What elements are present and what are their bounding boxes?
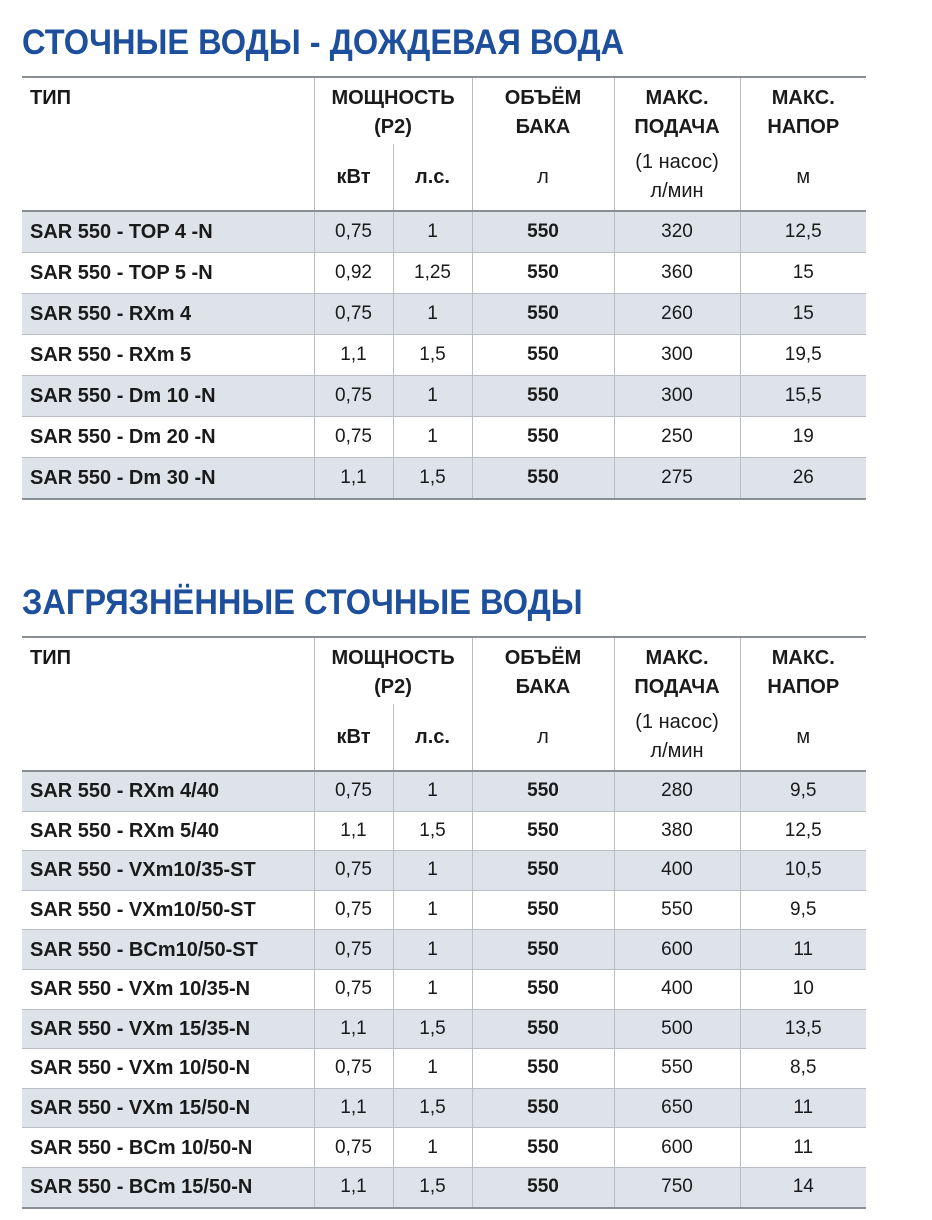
- max-head-cell: 14: [740, 1167, 866, 1207]
- tank-volume-cell: 550: [472, 1009, 614, 1049]
- pump-type-cell: SAR 550 - BCm 10/50-N: [22, 1128, 314, 1168]
- max-flow-cell: 280: [614, 771, 740, 811]
- power-hp-cell: 1,5: [393, 335, 472, 376]
- table-row: [22, 930, 866, 970]
- tank-volume-cell: 550: [472, 1128, 614, 1168]
- power-hp-cell: 1: [393, 1049, 472, 1089]
- max-flow-cell: 400: [614, 969, 740, 1009]
- max-head-cell: 11: [740, 930, 866, 970]
- tank-volume-cell: 550: [472, 1049, 614, 1089]
- header-volume: ОБЪЁМ БАКА: [472, 77, 614, 144]
- header-flow-unit: (1 насос) л/мин: [614, 144, 740, 211]
- header-power: МОЩНОСТЬ (P2): [314, 77, 472, 144]
- table-row: [22, 458, 866, 500]
- max-head-cell: 8,5: [740, 1049, 866, 1089]
- power-hp-cell: 1,25: [393, 253, 472, 294]
- max-head-cell: 12,5: [740, 811, 866, 851]
- power-kw-cell: 1,1: [314, 458, 393, 500]
- pump-type-cell: SAR 550 - VXm 15/50-N: [22, 1088, 314, 1128]
- max-flow-cell: 500: [614, 1009, 740, 1049]
- tank-volume-cell: 550: [472, 890, 614, 930]
- max-flow-cell: 250: [614, 417, 740, 458]
- header-type: ТИП: [22, 77, 314, 211]
- max-flow-cell: 380: [614, 811, 740, 851]
- max-flow-cell: 360: [614, 253, 740, 294]
- tank-volume-cell: 550: [472, 771, 614, 811]
- max-flow-cell: 260: [614, 294, 740, 335]
- power-kw-cell: 0,75: [314, 211, 393, 253]
- pump-type-cell: SAR 550 - RXm 4/40: [22, 771, 314, 811]
- pump-type-cell: SAR 550 - RXm 4: [22, 294, 314, 335]
- max-flow-cell: 275: [614, 458, 740, 500]
- header-kw: кВт: [314, 704, 393, 771]
- power-kw-cell: 1,1: [314, 1009, 393, 1049]
- tank-volume-cell: 550: [472, 211, 614, 253]
- pump-type-cell: SAR 550 - TOP 4 -N: [22, 211, 314, 253]
- power-hp-cell: 1: [393, 376, 472, 417]
- pump-table: [22, 76, 866, 500]
- pump-type-cell: SAR 550 - Dm 20 -N: [22, 417, 314, 458]
- power-hp-cell: 1: [393, 1128, 472, 1168]
- power-hp-cell: 1,5: [393, 811, 472, 851]
- power-hp-cell: 1: [393, 294, 472, 335]
- max-head-cell: 13,5: [740, 1009, 866, 1049]
- header-flow: МАКС. ПОДАЧА: [614, 77, 740, 144]
- pump-type-cell: SAR 550 - Dm 10 -N: [22, 376, 314, 417]
- power-kw-cell: 0,75: [314, 890, 393, 930]
- section-title: СТОЧНЫЕ ВОДЫ - ДОЖДЕВАЯ ВОДА: [22, 23, 625, 62]
- table-row: [22, 211, 866, 253]
- tank-volume-cell: 550: [472, 253, 614, 294]
- tank-volume-cell: 550: [472, 376, 614, 417]
- pump-type-cell: SAR 550 - RXm 5/40: [22, 811, 314, 851]
- tank-volume-cell: 550: [472, 335, 614, 376]
- header-volume-unit: л: [472, 144, 614, 211]
- power-kw-cell: 1,1: [314, 1167, 393, 1207]
- pump-type-cell: SAR 550 - TOP 5 -N: [22, 253, 314, 294]
- tank-volume-cell: 550: [472, 1167, 614, 1207]
- header-volume-unit: л: [472, 704, 614, 771]
- max-head-cell: 9,5: [740, 771, 866, 811]
- power-kw-cell: 1,1: [314, 811, 393, 851]
- power-kw-cell: 0,75: [314, 417, 393, 458]
- power-hp-cell: 1,5: [393, 1009, 472, 1049]
- pump-type-cell: SAR 550 - Dm 30 -N: [22, 458, 314, 500]
- tank-volume-cell: 550: [472, 1088, 614, 1128]
- max-flow-cell: 600: [614, 930, 740, 970]
- max-flow-cell: 750: [614, 1167, 740, 1207]
- table-row: [22, 376, 866, 417]
- max-head-cell: 9,5: [740, 890, 866, 930]
- table-row: [22, 294, 866, 335]
- header-flow-unit: (1 насос) л/мин: [614, 704, 740, 771]
- power-kw-cell: 0,92: [314, 253, 393, 294]
- tank-volume-cell: 550: [472, 851, 614, 891]
- table-row: [22, 253, 866, 294]
- table-row: [22, 335, 866, 376]
- max-flow-cell: 550: [614, 1049, 740, 1089]
- power-hp-cell: 1,5: [393, 1088, 472, 1128]
- max-flow-cell: 320: [614, 211, 740, 253]
- header-kw: кВт: [314, 144, 393, 211]
- header-head: МАКС. НАПОР: [740, 77, 866, 144]
- max-head-cell: 10: [740, 969, 866, 1009]
- max-flow-cell: 300: [614, 376, 740, 417]
- header-hp: л.с.: [393, 144, 472, 211]
- header-head: МАКС. НАПОР: [740, 637, 866, 704]
- power-hp-cell: 1: [393, 969, 472, 1009]
- max-head-cell: 15: [740, 294, 866, 335]
- power-kw-cell: 0,75: [314, 1049, 393, 1089]
- power-hp-cell: 1: [393, 417, 472, 458]
- power-hp-cell: 1: [393, 771, 472, 811]
- max-flow-cell: 550: [614, 890, 740, 930]
- tank-volume-cell: 550: [472, 930, 614, 970]
- power-kw-cell: 0,75: [314, 1128, 393, 1168]
- tank-volume-cell: 550: [472, 417, 614, 458]
- header-volume: ОБЪЁМ БАКА: [472, 637, 614, 704]
- table-row: [22, 969, 866, 1009]
- tank-volume-cell: 550: [472, 811, 614, 851]
- table-row: [22, 417, 866, 458]
- power-kw-cell: 0,75: [314, 930, 393, 970]
- table-row: [22, 851, 866, 891]
- max-head-cell: 11: [740, 1088, 866, 1128]
- power-kw-cell: 0,75: [314, 771, 393, 811]
- section-title: ЗАГРЯЗНЁННЫЕ СТОЧНЫЕ ВОДЫ: [22, 583, 583, 622]
- max-head-cell: 15: [740, 253, 866, 294]
- max-head-cell: 11: [740, 1128, 866, 1168]
- pump-type-cell: SAR 550 - VXm10/35-ST: [22, 851, 314, 891]
- header-power: МОЩНОСТЬ (P2): [314, 637, 472, 704]
- pump-type-cell: SAR 550 - BCm 15/50-N: [22, 1167, 314, 1207]
- header-hp: л.с.: [393, 704, 472, 771]
- section-sewage: [22, 574, 866, 1209]
- pump-table: [22, 636, 866, 1209]
- max-head-cell: 19: [740, 417, 866, 458]
- power-hp-cell: 1,5: [393, 1167, 472, 1207]
- power-kw-cell: 1,1: [314, 335, 393, 376]
- table-row: [22, 1049, 866, 1089]
- header-head-unit: м: [740, 144, 866, 211]
- power-kw-cell: 0,75: [314, 376, 393, 417]
- pump-type-cell: SAR 550 - BCm10/50-ST: [22, 930, 314, 970]
- pump-type-cell: SAR 550 - VXm 10/35-N: [22, 969, 314, 1009]
- power-kw-cell: 0,75: [314, 294, 393, 335]
- pump-type-cell: SAR 550 - VXm10/50-ST: [22, 890, 314, 930]
- table-row: [22, 1167, 866, 1207]
- max-head-cell: 15,5: [740, 376, 866, 417]
- table-row: [22, 1088, 866, 1128]
- table-row: [22, 811, 866, 851]
- max-head-cell: 12,5: [740, 211, 866, 253]
- table-row: [22, 890, 866, 930]
- max-flow-cell: 300: [614, 335, 740, 376]
- max-flow-cell: 400: [614, 851, 740, 891]
- power-kw-cell: 1,1: [314, 1088, 393, 1128]
- pump-type-cell: SAR 550 - RXm 5: [22, 335, 314, 376]
- max-head-cell: 10,5: [740, 851, 866, 891]
- max-flow-cell: 600: [614, 1128, 740, 1168]
- tank-volume-cell: 550: [472, 458, 614, 500]
- power-hp-cell: 1: [393, 211, 472, 253]
- power-hp-cell: 1: [393, 851, 472, 891]
- pump-type-cell: SAR 550 - VXm 10/50-N: [22, 1049, 314, 1089]
- pump-type-cell: SAR 550 - VXm 15/35-N: [22, 1009, 314, 1049]
- power-kw-cell: 0,75: [314, 851, 393, 891]
- max-flow-cell: 650: [614, 1088, 740, 1128]
- power-hp-cell: 1: [393, 890, 472, 930]
- table-row: [22, 1128, 866, 1168]
- section-rainwater: [22, 14, 866, 500]
- max-head-cell: 26: [740, 458, 866, 500]
- table-row: [22, 771, 866, 811]
- header-type: ТИП: [22, 637, 314, 771]
- power-kw-cell: 0,75: [314, 969, 393, 1009]
- tank-volume-cell: 550: [472, 969, 614, 1009]
- power-hp-cell: 1,5: [393, 458, 472, 500]
- tank-volume-cell: 550: [472, 294, 614, 335]
- table-row: [22, 1009, 866, 1049]
- header-flow: МАКС. ПОДАЧА: [614, 637, 740, 704]
- power-hp-cell: 1: [393, 930, 472, 970]
- header-head-unit: м: [740, 704, 866, 771]
- max-head-cell: 19,5: [740, 335, 866, 376]
